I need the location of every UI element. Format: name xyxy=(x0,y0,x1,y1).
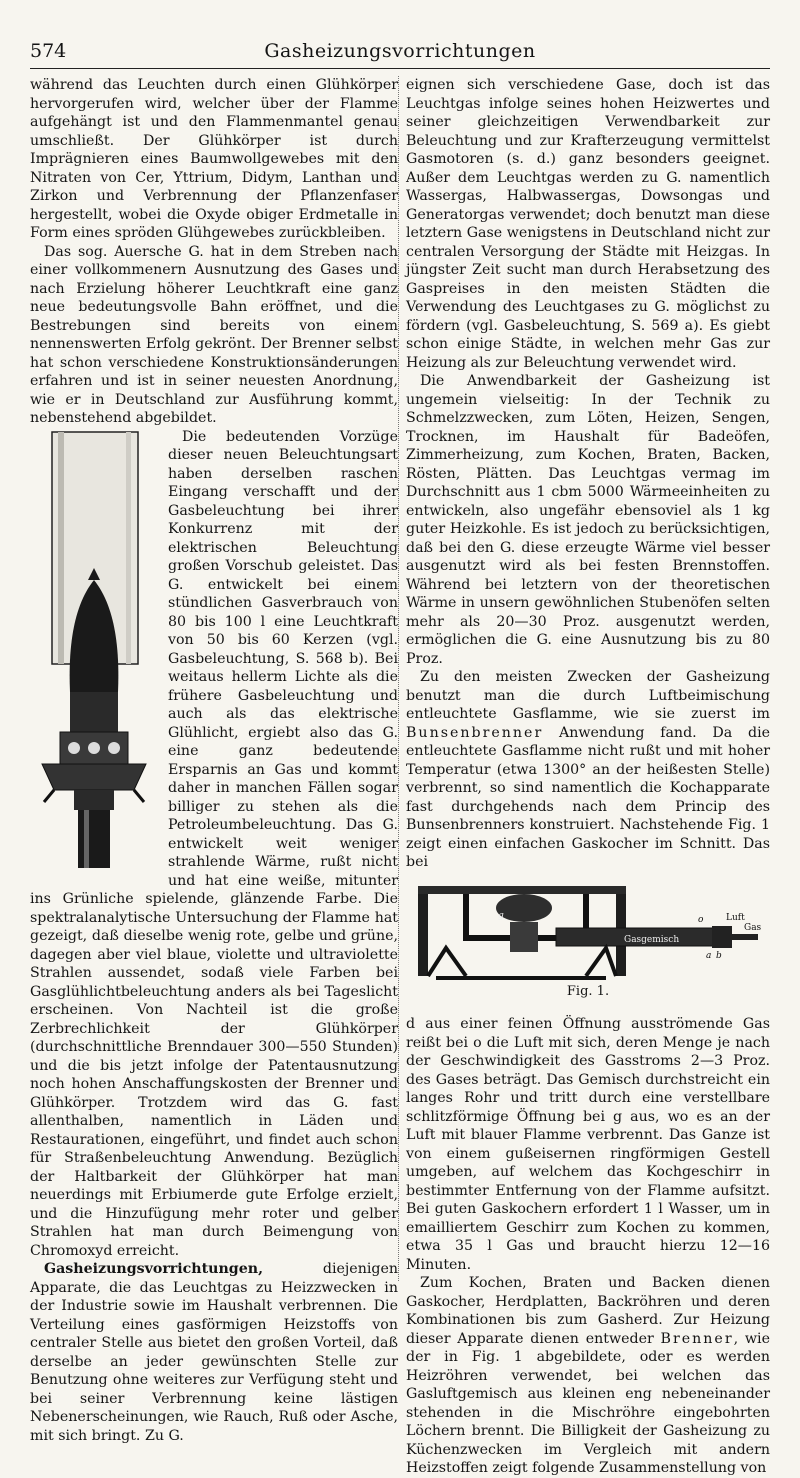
label-gasgemisch: Gasgemisch xyxy=(624,934,680,945)
gas-lamp-drawing xyxy=(30,430,158,872)
label-b: b xyxy=(716,950,722,961)
gas-cooker-section-drawing xyxy=(406,878,770,983)
paragraph: Das sog. Auersche G. hat in dem Streben nach einer vollkommenern Ausnutzung des Gases und nach Erzielung höherer Leuchtkraft eine ganz neue bedeutungsvolle Bahn eröffnet, und die Bestrebungen sind bereits von einem nennenswerten Erfolg gekrönt. Der Brenner selbst hat schon verschiedene Konstruktionsänderungen erfahren und ist in seiner neuesten Anordnung, wie er in Deutschland zur Ausführung kommt, nebenstehend abgebildet. xyxy=(30,243,398,426)
label-luft: Luft xyxy=(726,912,745,923)
paragraph: während das Leuchten durch einen Glühkörper hervorgerufen wird, welcher über der Flamme aufgehängt ist und den Flammenmantel genau umschließt. Der Glühkörper ist durch Imprägnieren eines Baumwollgewebes mit den Nitraten von Cer, Yttrium, Didym, Lanthan und Zirkon und Verbrennung der Pflanzenfaser hergestellt, wobei die Oxyde obiger Erdmetalle in Form eines spröden Glühgewebes zurückbleiben. xyxy=(30,77,398,241)
paragraph: eignen sich verschiedene Gase, doch ist das Leuchtgas infolge seines hohen Heizwertes und seiner gleichzeitigen Verwendbarkeit zur Beleuchtung und zur Krafterzeugung vermittelst Gasmotoren (s. d.) ganz besonders geeignet. Außer dem Leuchtgas werden zu G. namentlich Wassergas, Halbwassergas, Dowsongas und Generatorgas verwendet; doch benutzt man diese letztern Gase wenigstens in Deutschland nicht zur centralen Versorgung der Städte mit Heizgas. In jüngster Zeit sucht man durch Herabsetzung des Gaspreises in den meisten Städten die Verwendung des Leuchtgases zu G. möglichst zu fördern (vgl. Gasbeleuchtung, S. 569 a). Es giebt schon einige Städte, in welchen mehr Gas zur Heizung als zur Beleuchtung verwendet wird. xyxy=(406,77,770,371)
label-o: o xyxy=(698,914,704,925)
label-g: g xyxy=(498,910,504,921)
gas-cooker-figure xyxy=(406,878,770,983)
paragraph: Zu den meisten Zwecken der Gasheizung benutzt man die durch Luftbeimischung entleuchtete Gasflamme, wie sie zuerst im Bunsenbrenner Anwendung fand. Da die entleuchtete Gasflamme nicht rußt und mit hoher Temperatur (etwa 1300° an der heißesten Stelle) verbrennt, so sind namentlich die Kochapparate fast durchgehends nach dem Princip des Bunsenbrenners konstruiert. Nachstehende Fig. 1 zeigt einen einfachen Gaskocher im Schnitt. Das bei xyxy=(406,669,770,870)
entry-headword: Gasheizungsvorrichtungen, xyxy=(44,1261,264,1277)
gas-lamp-illustration xyxy=(30,430,158,872)
entry-text: diejenigen Apparate, die das Leuchtgas zu Heizzwecken in der Industrie sowie im Haushalt verbrennen. Die Verteilung eines gasförmigen Heizstoffs von centraler Stelle aus bietet den großen Vorteil, daß derselbe an jeder gewünschten Stelle zur Benutzung ohne weiteres zur Verfügung steht und bei seiner Verbrennung keine lästigen Nebenerscheinungen, wie Rauch, Ruß oder Asche, mit sich bringt. Zu G. xyxy=(30,1261,398,1444)
running-title: Gasheizungsvorrichtungen xyxy=(264,40,536,62)
figure-caption: Fig. 1. xyxy=(566,983,610,999)
paragraph: Zum Kochen, Braten und Backen dienen Gaskocher, Herdplatten, Backröhren und deren Kombinationen bis zum Gasherd. Zur Heizung dieser Apparate dienen entweder Brenner, wie der in Fig. 1 abgebildete, oder es werden Heizröhren verwendet, bei welchen das Gasluftgemisch aus kleinen eng nebeneinander stehenden in die Mischröhre eingebohrten Löchern brennt. Die Billigkeit der Gasheizung zu Küchenzwecken im Vergleich mit andern Heizstoffen zeigt folgende Zusammenstellung von xyxy=(406,1275,770,1476)
page-number: 574 xyxy=(30,40,67,62)
right-column xyxy=(406,76,770,1478)
label-a: a xyxy=(706,950,712,961)
label-gas: Gas xyxy=(744,922,762,933)
term-brenner: Brenner xyxy=(660,1330,734,1347)
left-column xyxy=(30,76,398,1445)
term-bunsenbrenner: Bunsenbrenner xyxy=(406,724,544,741)
paragraph: d aus einer feinen Öffnung ausströmende Gas reißt bei o die Luft mit sich, deren Menge je nach der Geschwindigkeit des Gasstroms 2—3 Proz. des Gases beträgt. Das Gemisch durchstreicht ein langes Rohr und tritt durch eine verstellbare schlitzförmige Öffnung bei g aus, wo es an der Luft mit blauer Flamme verbrennt. Das Ganze ist von einem gußeisernen ringförmigen Gestell umgeben, auf welchem das Kochgeschirr in bestimmter Entfernung von der Flamme aufsitzt. Bei guten Gaskochern erfordert 1 l Wasser, um in emailliertem Geschirr zum Kochen zu kommen, etwa 35 l Gas und braucht hierzu 12—16 Minuten. xyxy=(406,1016,770,1273)
paragraph: Die Anwendbarkeit der Gasheizung ist ungemein vielseitig: In der Technik zu Schmelzzwecken, zum Löten, Heizen, Sengen, Trocknen, im Haushalt für Badeöfen, Zimmerheizung, zum Kochen, Braten, Backen, Rösten, Plätten. Das Leuchtgas vermag im Durchschnitt aus 1 cbm 5000 Wärmeeinheiten zu entwickeln, also ungefähr ebensoviel als 1 kg guter Heizkohle. Es ist jedoch zu berücksichtigen, daß bei den G. diese erzeugte Wärme viel besser ausgenutzt wird als bei festen Brennstoffen. Während bei letztern von der theoretischen Wärme in unsern gewöhnlichen Stubenöfen selten mehr als 20—30 Proz. ausgenutzt werden, ermöglichen die G. eine Ausnutzung bis zu 80 Proz. xyxy=(406,373,770,667)
paragraph: Die bedeutenden Vorzüge dieser neuen Beleuchtungsart haben derselben raschen Eingang verschafft und der Gasbeleuchtung bei ihrer Konkurrenz mit der elektrischen Beleuchtung großen Vorschub geleistet. Das G. entwickelt bei einem stündlichen Gasverbrauch von 80 bis 100 l eine Leuchtkraft von 50 bis 60 Kerzen (vgl. Gasbeleuchtung, S. 568 b). Bei weitaus hellerm Lichte als die frühere Gasbeleuchtung und auch als das elektrische Glühlicht, ergiebt also das G. eine ganz bedeutende Ersparnis an Gas und kommt daher in manchen Fällen sogar billiger zu stehen als die Petroleumbeleuchtung. Das G. entwickelt weit weniger strahlende Wärme, rußt nicht und hat eine weiße, mitunter ins Grünliche spielende, glänzende Farbe. Die spektralanalytische Untersuchung der Flamme hat gezeigt, daß dieselbe wenig rote, gelbe und grüne, dagegen aber viel blaue, violette und ultraviolette Strahlen aussendet, sodaß viele Farben bei Gasglühlichtbeleuchtung anders als bei Tageslicht erscheinen. Von Nachteil ist die große Zerbrechlichkeit der Glühkörper (durchschnittliche Brenndauer 300—550 Stunden) und die bis jetzt infolge der Patentausnutzung noch hohen Anschaffungskosten der Brenner und Glühkörper. Trotzdem wird das G. fast allenthalben, namentlich in Läden und Restaurationen, eingeführt, und findet auch schon für Straßenbeleuchtung Anwendung. Bezüglich der Haltbarkeit der Glühkörper hat man neuerdings mit Erbiumerde gute Erfolge erzielt, und die Hinzufügung mehr roter und gelber Strahlen hat man durch Beimengung von Chromoxyd erreicht. xyxy=(30,428,398,1259)
column-divider xyxy=(398,76,399,1281)
page-header xyxy=(30,40,770,69)
paragraph xyxy=(30,1260,398,1445)
